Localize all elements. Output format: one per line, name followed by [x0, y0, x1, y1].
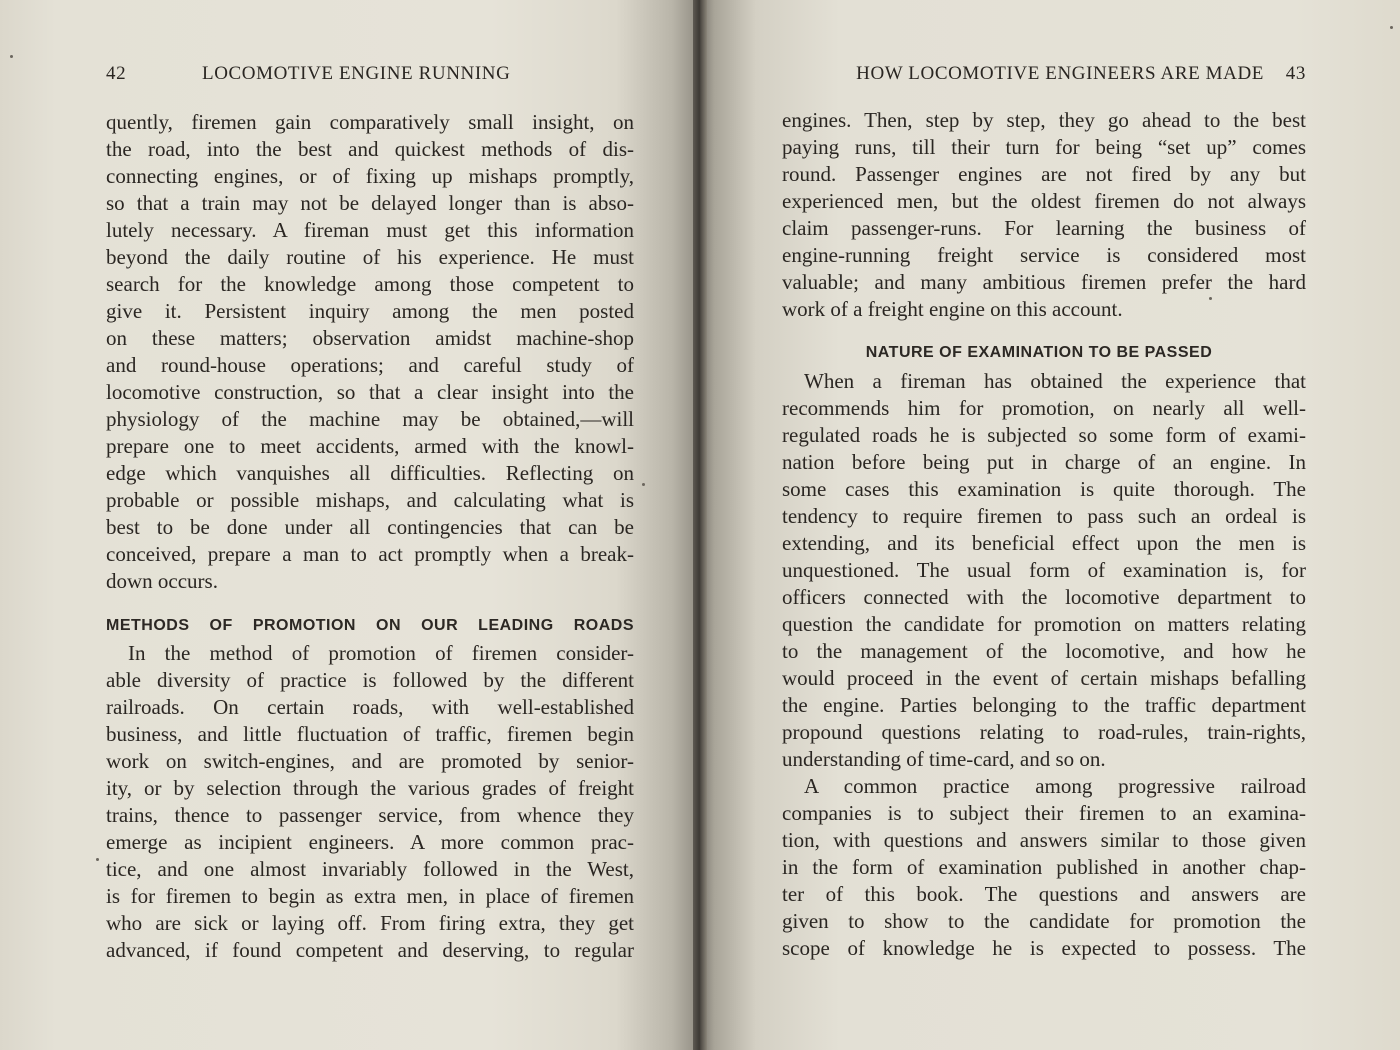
text-line: valuable; and many ambitious firemen prefer the hard — [782, 270, 1306, 294]
text-line: emerge as incipient engineers. A more common prac- — [106, 830, 634, 854]
text-line: understanding of time-card, and so on. — [782, 747, 1106, 771]
text-line: and round-house operations; and careful study of — [106, 353, 634, 377]
text-line: give it. Persistent inquiry among the men posted — [106, 299, 634, 323]
text-line: claim passenger-runs. For learning the business of — [782, 216, 1306, 240]
right-page-header — [782, 63, 1306, 89]
text-line: in the form of examination published in another chap- — [782, 855, 1306, 879]
text-line: officers connected with the locomotive department to — [782, 585, 1306, 609]
text-line: search for the knowledge among those competent to — [106, 272, 634, 296]
text-line: nation before being put in charge of an engine. In — [782, 450, 1306, 474]
text-line: When a fireman has obtained the experience that — [804, 369, 1306, 393]
text-line: is for firemen to begin as extra men, in place of firemen — [106, 884, 634, 908]
text-line: regulated roads he is subjected so some form of exami- — [782, 423, 1306, 447]
text-line: the engine. Parties belonging to the traffic department — [782, 693, 1306, 717]
text-line: trains, thence to passenger service, from whence they — [106, 803, 634, 827]
text-line: probable or possible mishaps, and calculating what is — [106, 488, 634, 512]
paper-speck — [96, 858, 99, 861]
text-line: would proceed in the event of certain mishaps befalling — [782, 666, 1306, 690]
right-page — [700, 0, 1400, 1050]
text-line: scope of knowledge he is expected to possess. The — [782, 936, 1306, 960]
text-line: connecting engines, or of fixing up mishaps promptly, — [106, 164, 634, 188]
right-running-title: HOW LOCOMOTIVE ENGINEERS ARE MADE — [856, 63, 1264, 84]
left-running-title: LOCOMOTIVE ENGINE RUNNING — [202, 63, 511, 84]
text-line: physiology of the machine may be obtained,—will — [106, 407, 634, 431]
text-line: ter of this book. The questions and answers are — [782, 882, 1306, 906]
text-line: quently, firemen gain comparatively small insight, on — [106, 110, 634, 134]
text-line: question the candidate for promotion on matters relating — [782, 612, 1306, 636]
right-text-block — [782, 107, 1306, 962]
left-paragraph-1 — [106, 109, 634, 595]
paper-speck — [642, 483, 645, 486]
text-line: to the management of the locomotive, and how he — [782, 639, 1306, 663]
text-line: extending, and its beneficial effect upon the men is — [782, 531, 1306, 555]
text-line: paying runs, till their turn for being “set up” comes — [782, 135, 1306, 159]
text-line: the road, into the best and quickest methods of dis- — [106, 137, 634, 161]
text-line: down occurs. — [106, 569, 218, 593]
paper-speck — [10, 55, 13, 58]
text-line: edge which vanquishes all difficulties. Reflecting on — [106, 461, 634, 485]
text-line: advanced, if found competent and deserving, to regular — [106, 938, 634, 962]
text-line: work on switch-engines, and are promoted by senior- — [106, 749, 634, 773]
text-line: on these matters; observation amidst machine-shop — [106, 326, 634, 350]
text-line: tion, with questions and answers similar to those given — [782, 828, 1306, 852]
text-line: prepare one to meet accidents, armed with the knowl- — [106, 434, 634, 458]
book-gutter — [693, 0, 707, 1050]
text-line: best to be done under all contingencies that can be — [106, 515, 634, 539]
text-line: railroads. On certain roads, with well-established — [106, 695, 634, 719]
paper-speck — [1209, 297, 1212, 300]
text-line: work of a freight engine on this account. — [782, 297, 1123, 321]
left-text-block — [106, 109, 634, 964]
text-line: recommends him for promotion, on nearly all well- — [782, 396, 1306, 420]
text-line: lutely necessary. A fireman must get this information — [106, 218, 634, 242]
text-line: engines. Then, step by step, they go ahead to the best — [782, 108, 1306, 132]
text-line: business, and little fluctuation of traffic, firemen begin — [106, 722, 634, 746]
text-line: tendency to require firemen to pass such an ordeal is — [782, 504, 1306, 528]
text-line: given to show to the candidate for promotion the — [782, 909, 1306, 933]
text-line: so that a train may not be delayed longer than is abso- — [106, 191, 634, 215]
text-line: A common practice among progressive railroad — [804, 774, 1306, 798]
text-line: tice, and one almost invariably followed in the West, — [106, 857, 634, 881]
right-paragraph-2 — [782, 368, 1306, 773]
text-line: experienced men, but the oldest firemen do not always — [782, 189, 1306, 213]
text-line: able diversity of practice is followed by the different — [106, 668, 634, 692]
text-line: companies is to subject their firemen to an examina- — [782, 801, 1306, 825]
left-page-header — [106, 63, 634, 89]
text-line: unquestioned. The usual form of examination is, for — [782, 558, 1306, 582]
text-line: engine-running freight service is considered most — [782, 243, 1306, 267]
text-line: beyond the daily routine of his experience. He must — [106, 245, 634, 269]
text-line: ity, or by selection through the various grades of freight — [106, 776, 634, 800]
text-line: In the method of promotion of firemen consider- — [128, 641, 634, 665]
right-page-number: 43 — [1285, 63, 1306, 84]
left-paragraph-2 — [106, 640, 634, 964]
right-paragraph-1 — [782, 107, 1306, 323]
left-page-number: 42 — [106, 63, 127, 84]
section-heading-examination: NATURE OF EXAMINATION TO BE PASSED — [865, 344, 1213, 361]
paper-speck — [1390, 26, 1393, 29]
text-line: propound questions relating to road-rules, train-rights, — [782, 720, 1306, 744]
right-paragraph-3 — [782, 773, 1306, 962]
text-line: conceived, prepare a man to act promptly when a break- — [106, 542, 634, 566]
text-line: who are sick or laying off. From firing extra, they get — [106, 911, 634, 935]
text-line: locomotive construction, so that a clear insight into the — [106, 380, 634, 404]
text-line: round. Passenger engines are not fired by any but — [782, 162, 1306, 186]
section-heading-promotion: METHODS OF PROMOTION ON OUR LEADING ROADS — [106, 617, 634, 634]
text-line: some cases this examination is quite thorough. The — [782, 477, 1306, 501]
